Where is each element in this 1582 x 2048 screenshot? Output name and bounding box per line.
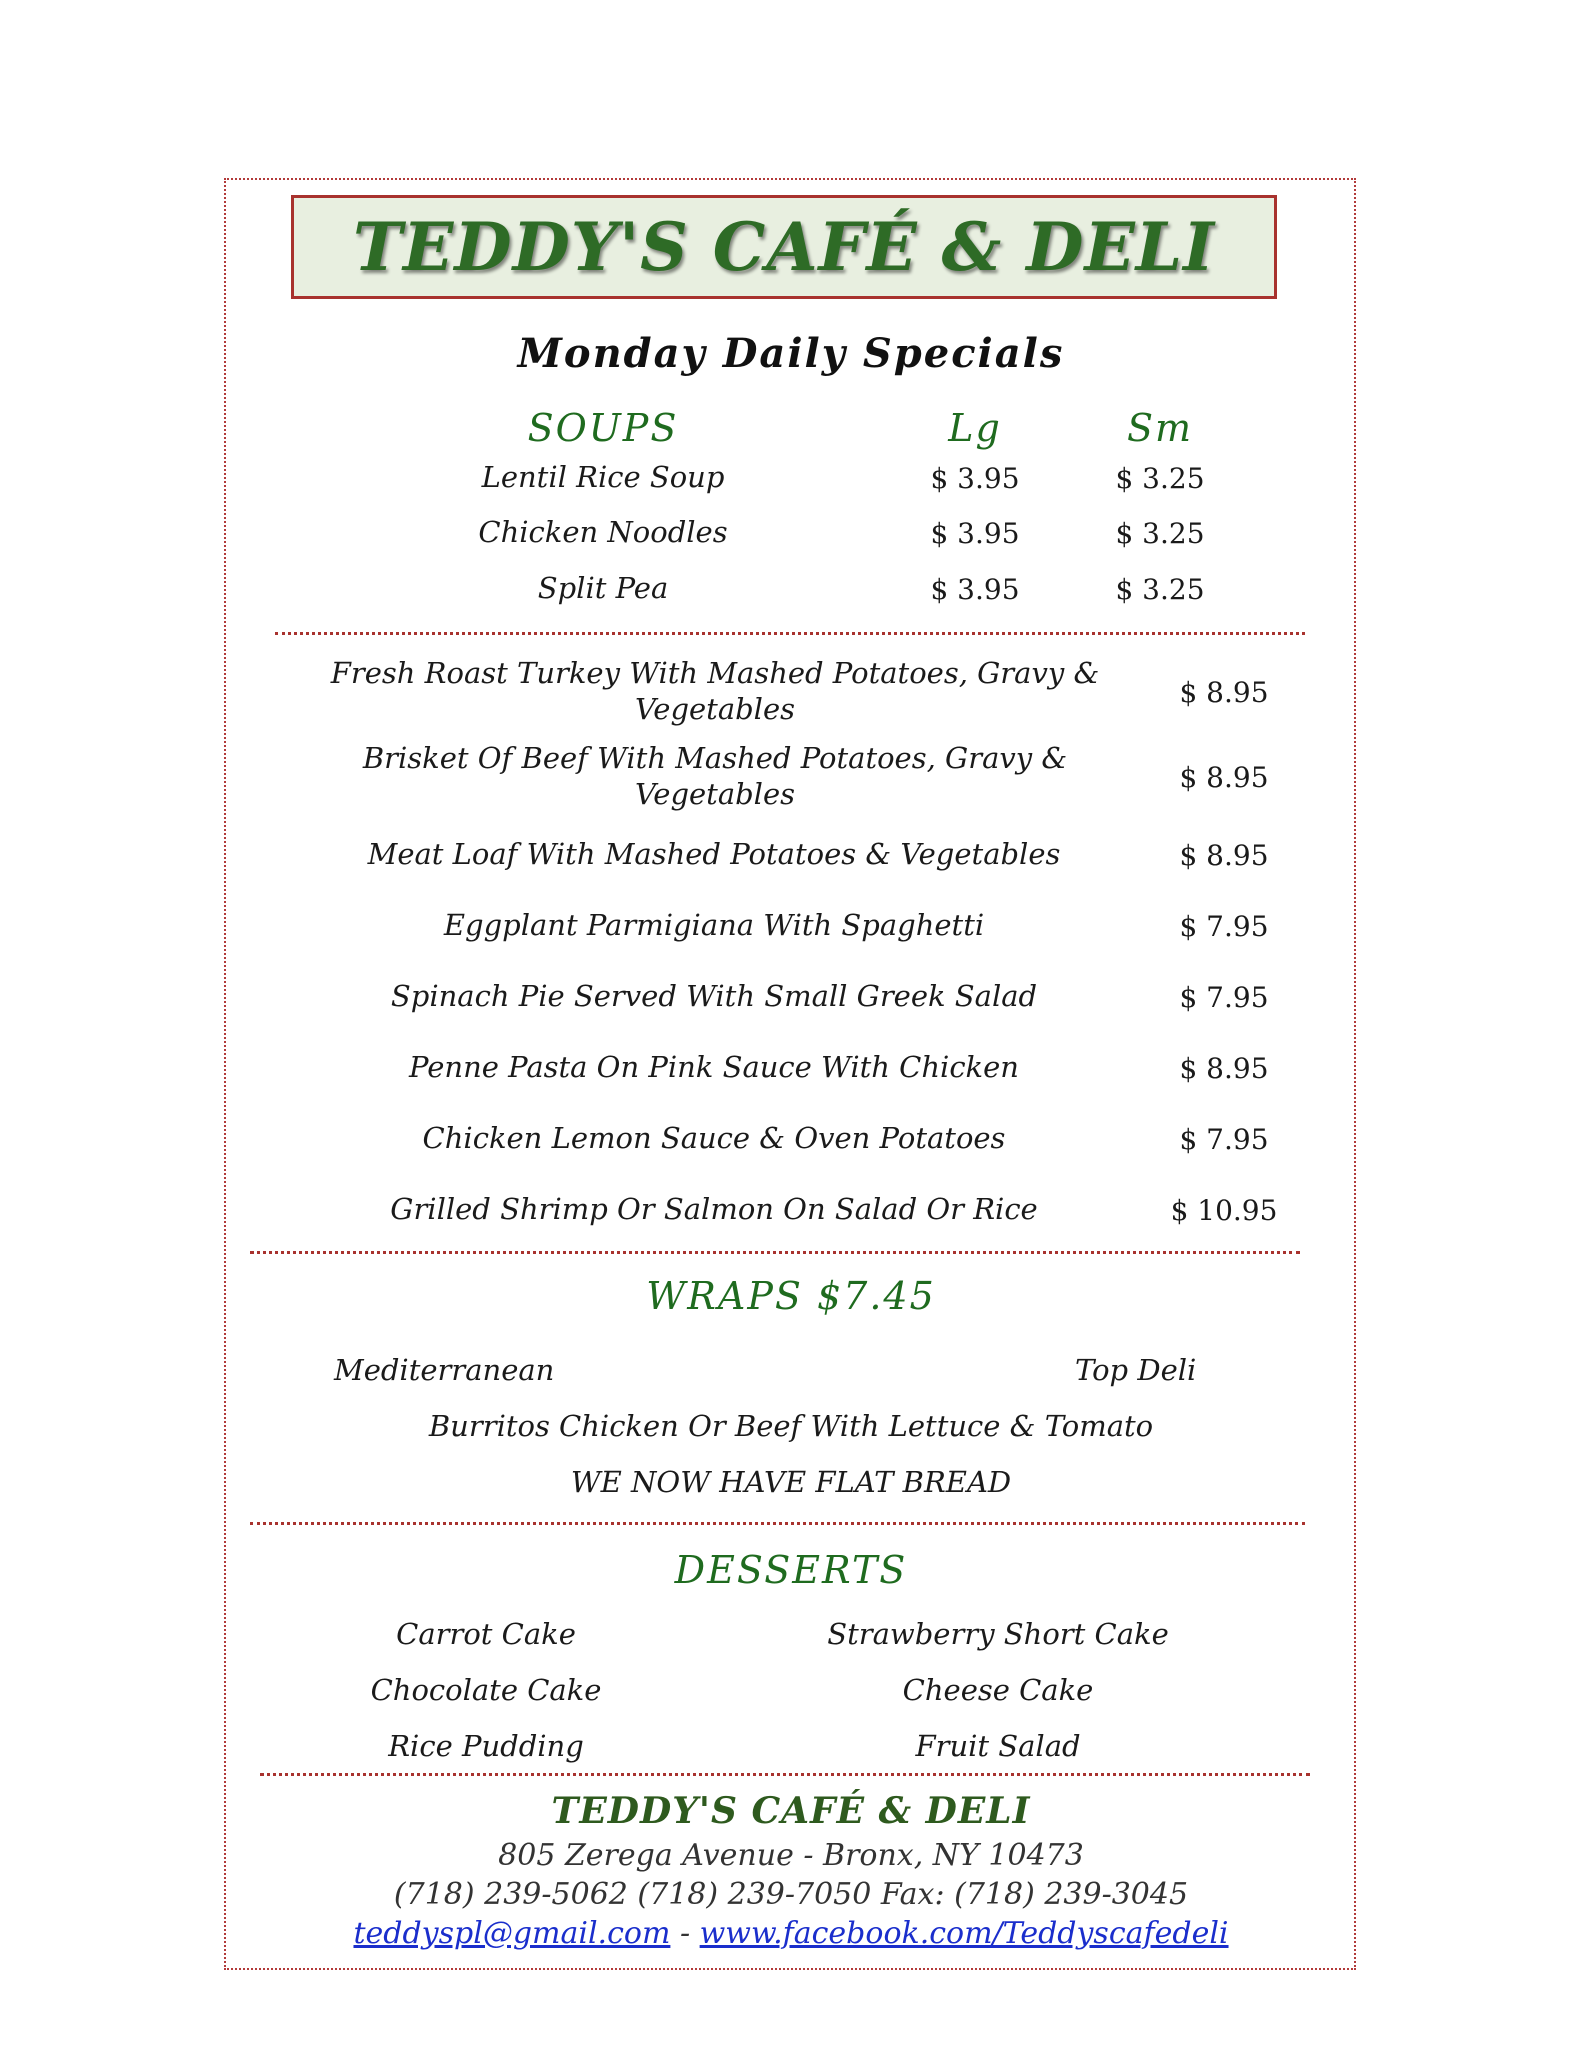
- special-price: $ 7.95: [1179, 981, 1269, 1014]
- section-divider: [275, 632, 1305, 635]
- dessert-item: Carrot Cake: [396, 1617, 576, 1651]
- special-price: $ 7.95: [1179, 1123, 1269, 1156]
- desserts-heading: DESSERTS: [674, 1548, 908, 1592]
- dessert-item: Strawberry Short Cake: [827, 1617, 1169, 1651]
- special-item: Brisket Of Beef With Mashed Potatoes, Gravy & Vegetables: [362, 741, 1068, 811]
- soup-price-lg: $ 3.95: [930, 573, 1020, 606]
- wraps-heading: WRAPS $7.45: [646, 1274, 936, 1318]
- soup-price-lg: $ 3.95: [930, 462, 1020, 495]
- dessert-item: Fruit Salad: [915, 1729, 1081, 1763]
- page-title: TEDDY'S CAFÉ & DELI: [352, 208, 1216, 286]
- soup-price-lg: $ 3.95: [930, 517, 1020, 550]
- soup-price-sm: $ 3.25: [1115, 462, 1205, 495]
- section-divider: [260, 1773, 1310, 1776]
- footer-address: 805 Zerega Avenue - Bronx, NY 10473: [498, 1838, 1084, 1873]
- wrap-item: Mediterranean: [334, 1353, 555, 1387]
- page-subtitle: Monday Daily Specials: [517, 330, 1065, 377]
- special-price: $ 8.95: [1179, 839, 1269, 872]
- special-price: $ 10.95: [1170, 1194, 1278, 1227]
- special-price: $ 8.95: [1179, 1052, 1269, 1085]
- email-link[interactable]: teddyspl@gmail.com: [353, 1916, 671, 1951]
- soup-price-sm: $ 3.25: [1115, 517, 1205, 550]
- wrap-item: Top Deli: [1075, 1353, 1197, 1387]
- contact-separator: -: [670, 1916, 700, 1951]
- facebook-link[interactable]: www.facebook.com/Teddyscafedeli: [699, 1916, 1229, 1951]
- section-divider: [250, 1251, 1300, 1254]
- soup-price-sm: $ 3.25: [1115, 573, 1205, 606]
- special-item: Eggplant Parmigiana With Spaghetti: [443, 908, 985, 942]
- footer-phones: (718) 239-5062 (718) 239-7050 Fax: (718) 239-3045: [393, 1877, 1189, 1912]
- title-banner: [291, 195, 1277, 299]
- special-item: Spinach Pie Served With Small Greek Salad: [390, 979, 1038, 1013]
- special-item: Penne Pasta On Pink Sauce With Chicken: [409, 1050, 1019, 1084]
- special-price: $ 8.95: [1179, 761, 1269, 794]
- special-item: Grilled Shrimp Or Salmon On Salad Or Rice: [390, 1192, 1038, 1226]
- special-price: $ 8.95: [1179, 676, 1269, 709]
- special-item: Meat Loaf With Mashed Potatoes & Vegetables: [367, 837, 1061, 871]
- soups-col-lg: Lg: [948, 406, 1002, 450]
- special-price: $ 7.95: [1179, 910, 1269, 943]
- dessert-item: Chocolate Cake: [370, 1673, 602, 1707]
- footer-contact: [353, 1916, 1228, 1951]
- section-divider: [250, 1522, 1305, 1525]
- soup-name: Chicken Noodles: [478, 515, 728, 549]
- footer-brand: TEDDY'S CAFÉ & DELI: [551, 1790, 1031, 1832]
- soup-name: Split Pea: [537, 571, 669, 605]
- special-item: Chicken Lemon Sauce & Oven Potatoes: [422, 1121, 1006, 1155]
- wrap-item: Burritos Chicken Or Beef With Lettuce & Tomato: [428, 1409, 1154, 1443]
- special-item: Fresh Roast Turkey With Mashed Potatoes, Gravy & Vegetables: [330, 656, 1100, 726]
- dessert-item: Rice Pudding: [388, 1729, 584, 1763]
- dessert-item: Cheese Cake: [902, 1673, 1094, 1707]
- wraps-note: WE NOW HAVE FLAT BREAD: [570, 1465, 1012, 1499]
- soup-name: Lentil Rice Soup: [481, 460, 725, 494]
- soups-col-sm: Sm: [1126, 406, 1194, 450]
- soups-heading: SOUPS: [527, 406, 679, 450]
